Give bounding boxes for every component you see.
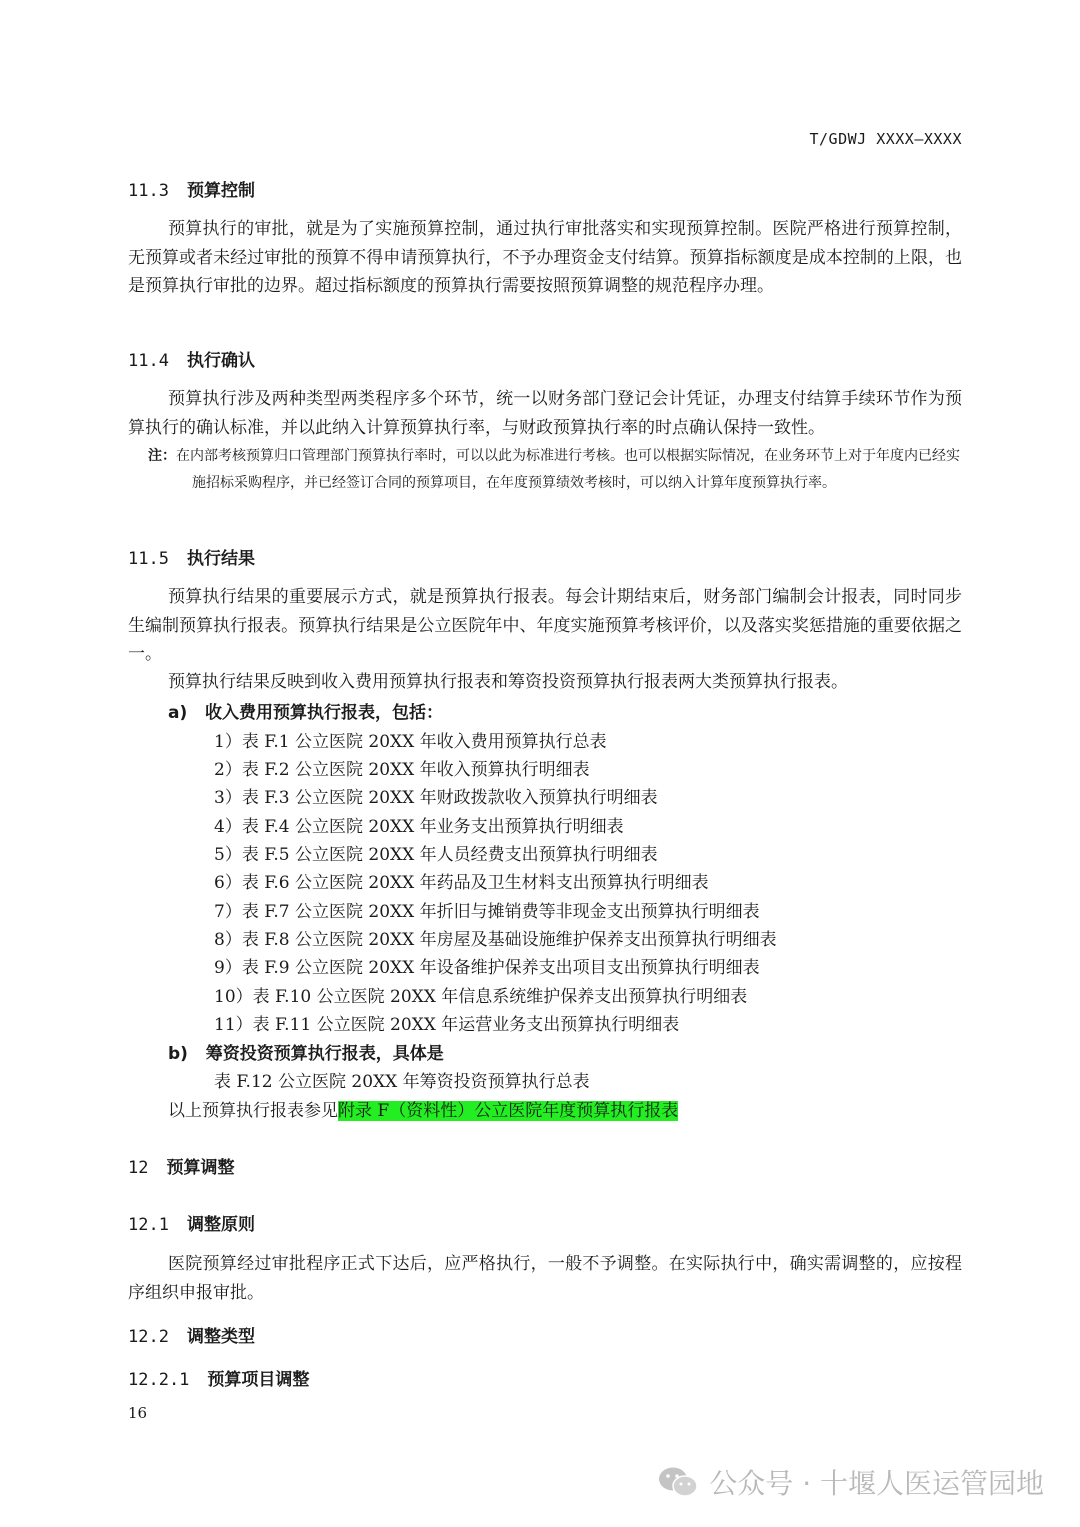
section-number: 12.1	[128, 1215, 169, 1235]
watermark-text: 公众号 · 十堰人医运管园地	[709, 1467, 1044, 1500]
chapter-12-heading	[128, 1153, 234, 1178]
section-title: 调整类型	[186, 1327, 255, 1347]
section-12-2-heading	[128, 1322, 255, 1347]
section-11-4-note	[148, 443, 963, 497]
list-item: 7）表 F.7 公立医院 20XX 年折旧与摊销费等非现金支出预算执行明细表	[214, 902, 760, 922]
page-number: 16	[128, 1404, 148, 1422]
list-item: 1）表 F.1 公立医院 20XX 年收入费用预算执行总表	[214, 732, 607, 752]
section-title: 预算控制	[186, 181, 255, 201]
reference-prefix: 以上预算执行报表参见	[168, 1101, 338, 1121]
section-title: 预算调整	[166, 1158, 235, 1178]
note-label: 注：	[148, 448, 176, 464]
list-a-label: a)	[168, 703, 188, 723]
list-b-heading	[168, 1039, 444, 1064]
section-11-3-paragraph: 预算执行的审批，就是为了实施预算控制，通过执行审批落实和实现预算控制。医院严格进行预算控制，无预算或者未经过审批的预算不得申请预算执行，不予办理资金支付结算。预算指标额度是成本控制的上限，也是预算执行审批的边界。超过指标额度的预算执行需要按照预算调整的规范程序办理。	[128, 219, 962, 296]
list-a-heading	[168, 698, 443, 723]
list-item: 表 F.12 公立医院 20XX 年筹资投资预算执行总表	[214, 1072, 590, 1092]
section-number: 12	[128, 1158, 149, 1178]
list-item: 3）表 F.3 公立医院 20XX 年财政拨款收入预算执行明细表	[214, 788, 658, 808]
section-title: 执行确认	[186, 351, 255, 371]
list-item: 8）表 F.8 公立医院 20XX 年房屋及基础设施维护保养支出预算执行明细表	[214, 930, 777, 950]
section-11-4-paragraph: 预算执行涉及两种类型两类程序多个环节，统一以财务部门登记会计凭证，办理支付结算手续环节作为预算执行的确认标准，并以此纳入计算预算执行率，与财政预算执行率的时点确认保持一致性。	[128, 389, 962, 438]
list-b-label: b)	[168, 1044, 188, 1064]
section-title: 预算项目调整	[207, 1370, 310, 1390]
section-number: 11.4	[128, 351, 169, 371]
list-item: 5）表 F.5 公立医院 20XX 年人员经费支出预算执行明细表	[214, 845, 658, 865]
section-11-5-heading	[128, 544, 255, 569]
section-number: 12.2	[128, 1327, 169, 1347]
list-item: 10）表 F.10 公立医院 20XX 年信息系统维护保养支出预算执行明细表	[214, 987, 748, 1007]
list-item: 6）表 F.6 公立医院 20XX 年药品及卫生材料支出预算执行明细表	[214, 873, 709, 893]
list-item: 4）表 F.4 公立医院 20XX 年业务支出预算执行明细表	[214, 817, 624, 837]
section-11-5-paragraph-1: 预算执行结果的重要展示方式，就是预算执行报表。每会计期结束后，财务部门编制会计报表，同时同步生编制预算执行报表。预算执行结果是公立医院年中、年度实施预算考核评价，以及落实奖惩措施的重要依据之一。	[128, 587, 962, 664]
section-11-4-heading	[128, 346, 255, 371]
appendix-link[interactable]: 附录 F（资料性）公立医院年度预算执行报表	[338, 1101, 679, 1121]
section-11-5-paragraph-2: 预算执行结果反映到收入费用预算执行报表和筹资投资预算执行报表两大类预算执行报表。	[168, 672, 848, 692]
standard-code: T/GDWJ XXXX—XXXX	[809, 130, 962, 148]
list-b-title: 筹资投资预算执行报表，具体是	[205, 1044, 444, 1064]
section-number: 11.5	[128, 549, 169, 569]
list-item: 11）表 F.11 公立医院 20XX 年运营业务支出预算执行明细表	[214, 1015, 680, 1035]
section-12-2-1-heading	[128, 1365, 309, 1390]
section-12-1-paragraph: 医院预算经过审批程序正式下达后，应严格执行，一般不予调整。在实际执行中，确实需调整的，应按程序组织申报审批。	[128, 1254, 962, 1303]
watermark	[657, 1462, 1044, 1502]
section-title: 调整原则	[186, 1215, 255, 1235]
section-11-3-heading	[128, 176, 255, 201]
section-number: 11.3	[128, 181, 169, 201]
list-item: 2）表 F.2 公立医院 20XX 年收入预算执行明细表	[214, 760, 590, 780]
note-text: 在内部考核预算归口管理部门预算执行率时，可以以此为标准进行考核。也可以根据实际情况，在业务环节上对于年度内已经实施招标采购程序，并已经签订合同的预算项目，在年度预算绩效考核时，可以纳入计算年度预算执行率。	[176, 448, 960, 491]
section-title: 执行结果	[186, 549, 255, 569]
appendix-reference	[168, 1096, 678, 1121]
wechat-icon	[657, 1465, 699, 1499]
section-12-1-heading	[128, 1210, 255, 1235]
section-number: 12.2.1	[128, 1370, 190, 1390]
list-item: 9）表 F.9 公立医院 20XX 年设备维护保养支出项目支出预算执行明细表	[214, 958, 760, 978]
list-a-title: 收入费用预算执行报表，包括：	[205, 703, 444, 723]
